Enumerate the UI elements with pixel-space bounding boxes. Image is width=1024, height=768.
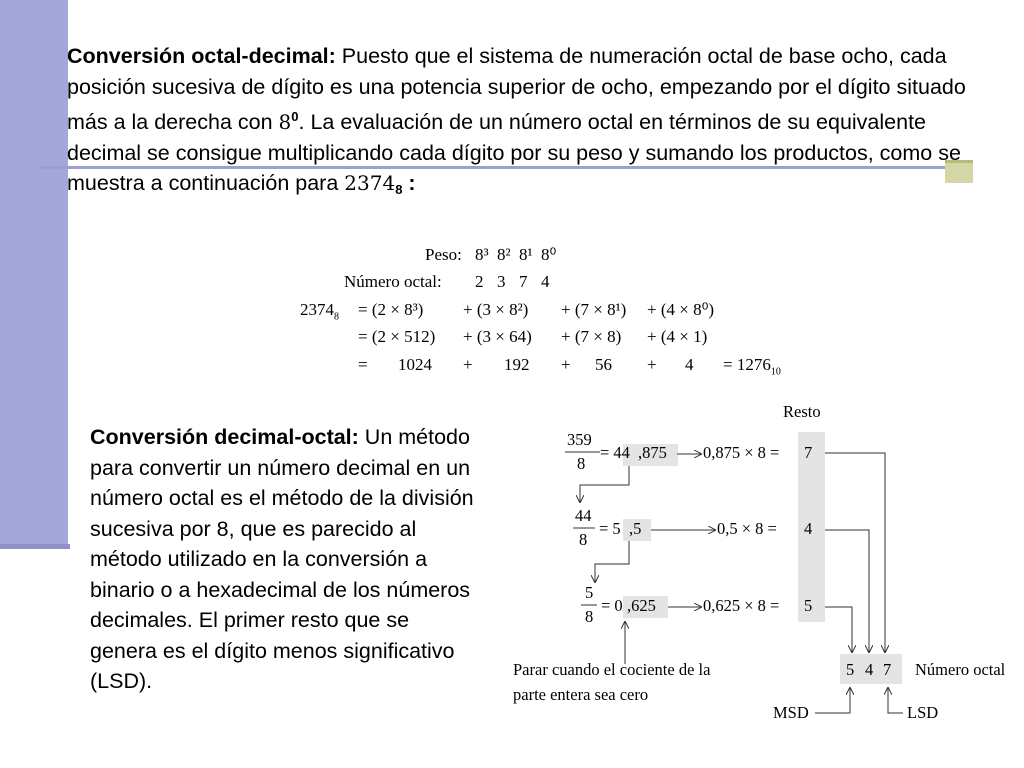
result-digit-middle: 4 <box>865 660 874 679</box>
step2-denominator: 8 <box>579 530 588 549</box>
octal-decimal-paragraph <box>67 41 997 206</box>
arrow-remainder-5 <box>825 607 852 652</box>
step3-quotient: = 0 <box>601 596 623 615</box>
result-digit-lsd: 7 <box>883 660 892 679</box>
octal-to-decimal-figure <box>295 237 815 382</box>
line2-term4: + (4 × 1) <box>647 327 708 346</box>
weight-8-1: 8¹ <box>519 245 533 264</box>
weight-label: Peso: <box>425 245 462 264</box>
line1-term4: + (4 × 8⁰) <box>647 300 715 319</box>
arrow-remainder-7 <box>825 453 885 652</box>
step3-numerator: 5 <box>585 583 594 602</box>
step2-product: 0,5 × 8 = <box>717 519 777 538</box>
paragraph-text-part1: Puesto que el sistema de numeración octal de base ocho, cada posición sucesiva de dígito es una potencia superior de ocho, empezando por el dígito situado más a la derecha con <box>67 44 966 134</box>
step2-quotient: = 5 <box>599 519 621 538</box>
line3-result: = $1276_{10}$ <box>723 355 781 378</box>
digits-label: Número octal: <box>344 272 442 291</box>
step2-numerator: 44 <box>575 506 592 525</box>
stop-note-line1: Parar cuando el cociente de la <box>513 660 711 679</box>
paragraph-text-part2: . La evaluación de un número octal en términos de su equivalente decimal se consigue multiplicando cada dígito por su peso y sumando los productos, como se muestra a continuación para <box>67 110 961 195</box>
step3-product: 0,625 × 8 = <box>703 596 780 615</box>
arrow-lsd <box>888 688 903 713</box>
digit-3: 3 <box>497 272 506 291</box>
step3-remainder: 5 <box>804 596 813 615</box>
result-label: Número octal <box>915 660 1006 679</box>
step1-product: 0,875 × 8 = <box>703 443 780 462</box>
step1-denominator: 8 <box>577 454 586 473</box>
line3-192: 192 <box>504 355 530 374</box>
line3-plus3: + <box>647 355 657 374</box>
left-accent-bar <box>0 0 68 548</box>
step3-fraction: ,625 <box>627 596 656 615</box>
weight-8-2: 8² <box>497 245 511 264</box>
line1-term3: + (7 × 8¹) <box>561 300 627 319</box>
result-digit-msd: 5 <box>846 660 855 679</box>
decimal-octal-paragraph <box>90 422 480 697</box>
step2-fraction: ,5 <box>629 519 642 538</box>
line2-term3: + (7 × 8) <box>561 327 622 346</box>
stop-note-line2: parte entera sea cero <box>513 685 649 704</box>
line3-eq: = <box>358 355 368 374</box>
lsd-label: LSD <box>907 703 939 722</box>
line3-1024: 1024 <box>398 355 432 374</box>
octal-decimal-heading: Conversión octal-decimal: <box>67 44 336 68</box>
line3-plus1: + <box>463 355 473 374</box>
step1-numerator: 359 <box>567 430 592 449</box>
arrow-quotient-1 <box>580 466 629 502</box>
example-number: 2374 <box>344 171 396 195</box>
line3-4: 4 <box>685 355 694 374</box>
arrow-quotient-2 <box>595 541 629 582</box>
decimal-to-octal-figure <box>505 400 1024 730</box>
line3-plus2: + <box>561 355 571 374</box>
left-accent-bar-shadow <box>0 544 70 549</box>
step1-fraction: ,875 <box>638 443 667 462</box>
decimal-octal-text: Un método para convertir un número decimal en un número octal es el método de la división sucesiva por 8, que es parecido al método utilizado en la conversión a binario o a hexadecimal de los números decimales. El primer resto que se genera es el dígito menos significativo (LSD). <box>90 425 474 693</box>
line1-term2: + (3 × 8²) <box>463 300 529 319</box>
weight-8-3: 8³ <box>475 245 489 264</box>
paragraph-text-end: : <box>402 171 416 195</box>
weight-8-0: 8⁰ <box>541 245 557 264</box>
line2-term1: = (2 × 512) <box>358 327 436 346</box>
digit-7: 7 <box>519 272 528 291</box>
msd-label: MSD <box>773 703 809 722</box>
decimal-octal-heading: Conversión decimal-octal: <box>90 425 359 449</box>
resto-label: Resto <box>783 402 821 421</box>
digit-4: 4 <box>541 272 550 291</box>
line3-56: 56 <box>595 355 612 374</box>
arrow-msd <box>815 688 850 713</box>
line1-term1: = (2 × 8³) <box>358 300 424 319</box>
power-exponent: 0 <box>291 109 299 124</box>
step1-remainder: 7 <box>804 443 813 462</box>
step2-remainder: 4 <box>804 519 813 538</box>
arrow-remainder-4 <box>825 530 869 652</box>
step3-denominator: 8 <box>585 607 594 626</box>
lhs-number: $2374_8$ <box>300 300 339 323</box>
example-base: 8 <box>395 182 403 197</box>
power-base: 8 <box>278 110 292 134</box>
digit-2: 2 <box>475 272 484 291</box>
step1-quotient: = 44 <box>600 443 630 462</box>
line2-term2: + (3 × 64) <box>463 327 532 346</box>
